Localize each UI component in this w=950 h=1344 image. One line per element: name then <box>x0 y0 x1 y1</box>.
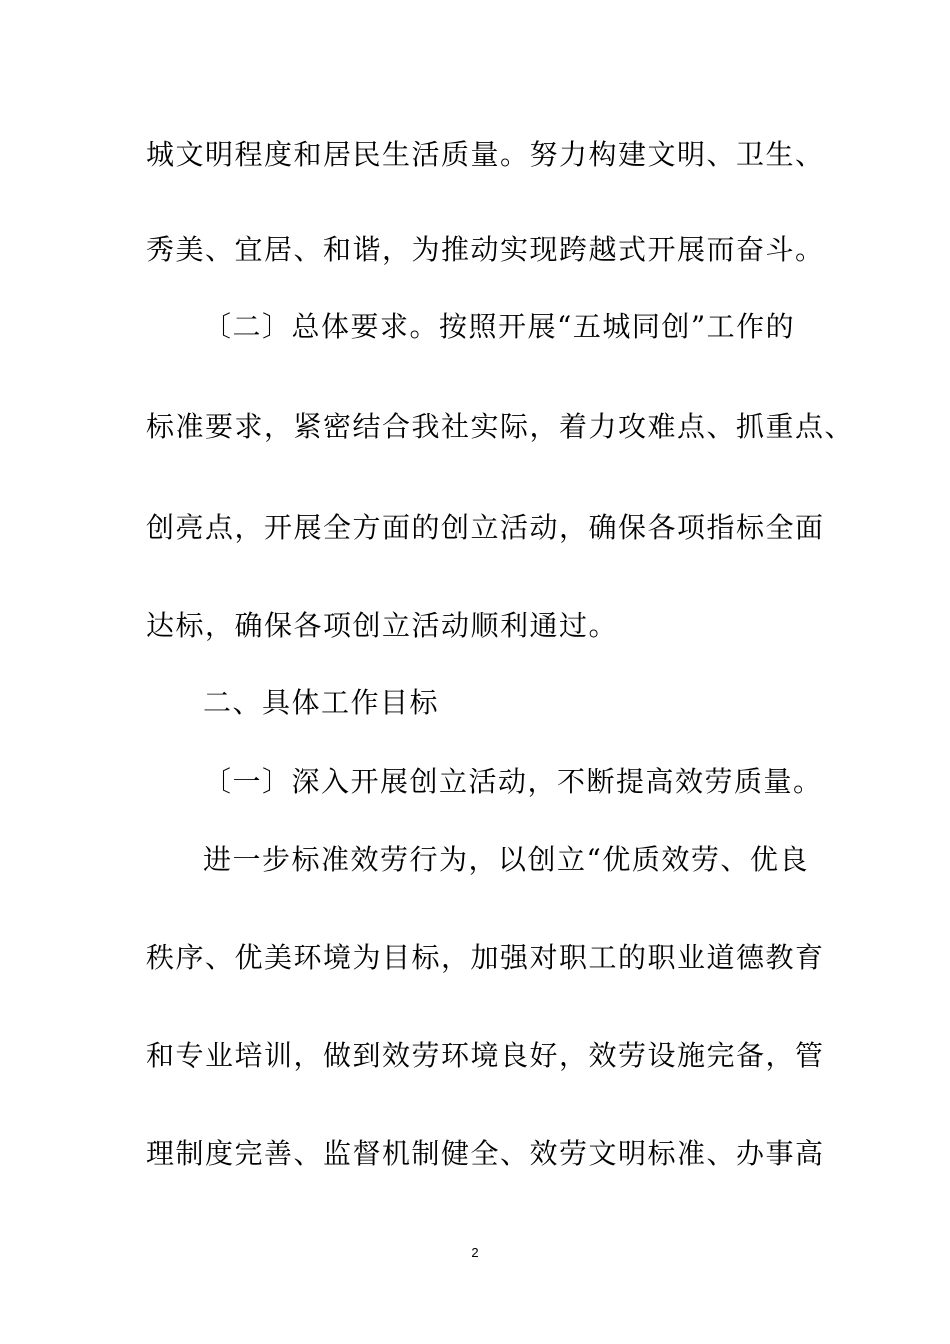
body-line-2: 秀美、宜居、和谐，为推动实现跨越式开展而奋斗。 <box>146 233 825 266</box>
section-heading-specific-goals: 二、具体工作目标 <box>203 686 440 719</box>
page-number: 2 <box>471 1245 479 1260</box>
body-line-10: 秩序、优美环境为目标，加强对职工的职业道德教育 <box>146 941 825 974</box>
body-line-4: 标准要求，紧密结合我社实际，着力攻难点、抓重点、 <box>146 410 855 443</box>
body-line-1: 城文明程度和居民生活质量。努力构建文明、卫生、 <box>146 138 825 171</box>
subsection-heading-creation-activities: 〔一〕深入开展创立活动，不断提高效劳质量。 <box>203 765 823 798</box>
body-line-11: 和专业培训，做到效劳环境良好，效劳设施完备，管 <box>146 1039 825 1072</box>
body-line-6: 达标，确保各项创立活动顺利通过。 <box>146 609 619 642</box>
section-heading-overall-requirements: 〔二〕总体要求。按照开展“五城同创”工作的 <box>203 310 796 343</box>
body-line-12: 理制度完善、监督机制健全、效劳文明标准、办事高 <box>146 1137 825 1170</box>
body-line-5: 创亮点，开展全方面的创立活动，确保各项指标全面 <box>146 511 825 544</box>
body-line-9: 进一步标准效劳行为，以创立“优质效劳、优良 <box>203 843 809 876</box>
